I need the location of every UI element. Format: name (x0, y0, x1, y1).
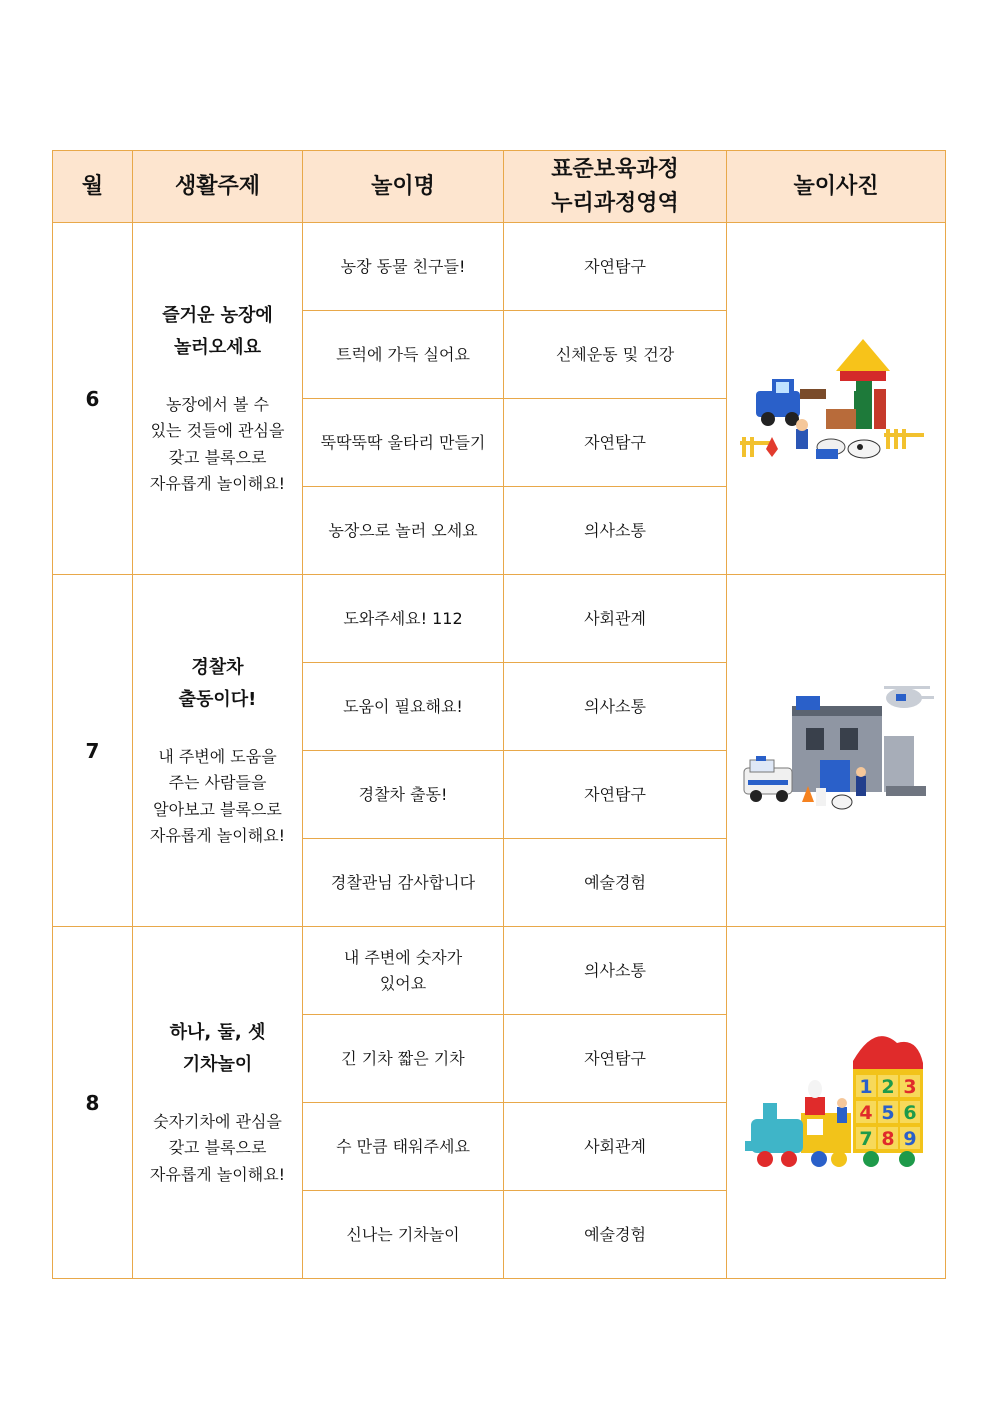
theme-title-line: 기차놀이 (182, 1053, 253, 1075)
police-station-lego-set-icon (736, 676, 936, 826)
theme-cell (133, 575, 303, 927)
description-line: 자유롭게 놀이해요! (149, 474, 286, 493)
description-line: 숫자기차에 관심을 (153, 1111, 282, 1131)
header-play-name: 놀이명 (303, 151, 504, 223)
theme-title-line: 놀러오세요 (174, 336, 261, 358)
theme-title (133, 652, 302, 716)
area-cell: 자연탐구 (504, 1015, 727, 1103)
farm-lego-set-icon (736, 329, 936, 469)
description-line: 알아보고 블록으로 (153, 799, 282, 819)
play-name-cell (303, 927, 504, 1015)
header-area (504, 151, 727, 223)
train-digit: 8 (881, 1127, 895, 1150)
table-row (53, 927, 946, 1015)
train-digit: 9 (903, 1127, 917, 1150)
area-cell: 자연탐구 (504, 751, 727, 839)
play-name-cell: 농장 동물 친구들! (303, 223, 504, 311)
header-month: 월 (53, 151, 133, 223)
theme-description (133, 392, 302, 498)
play-name-line: 내 주변에 숫자가 (343, 947, 463, 967)
play-name-cell: 트럭에 가득 실어요 (303, 311, 504, 399)
theme-title-line: 경찰차 (191, 656, 244, 678)
area-cell: 의사소통 (504, 487, 727, 575)
area-cell: 사회관계 (504, 575, 727, 663)
play-name-line: 있어요 (379, 973, 427, 993)
photo-cell (727, 927, 946, 1279)
play-name-cell: 도움이 필요해요! (303, 663, 504, 751)
month-cell: 6 (53, 223, 133, 575)
description-line: 농장에서 볼 수 (166, 394, 269, 414)
area-cell: 자연탐구 (504, 399, 727, 487)
month-cell: 7 (53, 575, 133, 927)
play-plan-table (52, 150, 946, 1279)
description-line: 자유롭게 놀이해요! (149, 1164, 286, 1184)
description-line: 주는 사람들을 (168, 773, 267, 792)
play-name-cell: 신나는 기차놀이 (303, 1191, 504, 1279)
description-line: 있는 것들에 관심을 (150, 421, 285, 440)
table-row (53, 575, 946, 663)
train-digit: 3 (903, 1075, 917, 1098)
train-digit: 5 (881, 1101, 895, 1124)
train-digit: 4 (859, 1101, 873, 1124)
area-cell: 예술경험 (504, 1191, 727, 1279)
table-row (53, 223, 946, 311)
area-cell: 예술경험 (504, 839, 727, 927)
theme-title (133, 1017, 302, 1081)
theme-title-line: 하나, 둘, 셋 (169, 1021, 266, 1043)
theme-description (133, 744, 302, 850)
train-digit: 6 (903, 1101, 917, 1124)
description-line: 갖고 블록으로 (168, 1138, 267, 1158)
photo-cell (727, 223, 946, 575)
theme-cell (133, 223, 303, 575)
train-digit: 2 (881, 1075, 895, 1098)
play-name-cell: 긴 기차 짧은 기차 (303, 1015, 504, 1103)
area-cell: 사회관계 (504, 1103, 727, 1191)
header-theme: 생활주제 (133, 151, 303, 223)
play-name-cell: 도와주세요! 112 (303, 575, 504, 663)
description-line: 내 주변에 도움을 (158, 746, 277, 766)
train-digit: 1 (859, 1075, 873, 1098)
train-digit: 7 (859, 1127, 873, 1150)
theme-title-line: 출동이다! (178, 688, 257, 710)
theme-cell (133, 927, 303, 1279)
area-cell: 의사소통 (504, 927, 727, 1015)
photo-cell (727, 575, 946, 927)
play-name-cell: 농장으로 놀러 오세요 (303, 487, 504, 575)
month-cell: 8 (53, 927, 133, 1279)
description-line: 갖고 블록으로 (168, 447, 267, 467)
play-name-cell: 뚝딱뚝딱 울타리 만들기 (303, 399, 504, 487)
area-cell: 자연탐구 (504, 223, 727, 311)
header-photo: 놀이사진 (727, 151, 946, 223)
theme-description (133, 1109, 302, 1189)
header-row (53, 151, 946, 223)
header-area-line1: 표준보육과정 (551, 156, 679, 182)
play-name-cell: 수 만큼 태워주세요 (303, 1103, 504, 1191)
description-line: 자유롭게 놀이해요! (149, 826, 286, 845)
theme-title (133, 300, 302, 364)
play-name-cell: 경찰차 출동! (303, 751, 504, 839)
play-name-cell: 경찰관님 감사합니다 (303, 839, 504, 927)
number-train-lego-set-icon (741, 1023, 931, 1183)
header-area-line2: 누리과정영역 (551, 190, 679, 216)
area-cell: 신체운동 및 건강 (504, 311, 727, 399)
theme-title-line: 즐거운 농장에 (162, 304, 273, 326)
area-cell: 의사소통 (504, 663, 727, 751)
